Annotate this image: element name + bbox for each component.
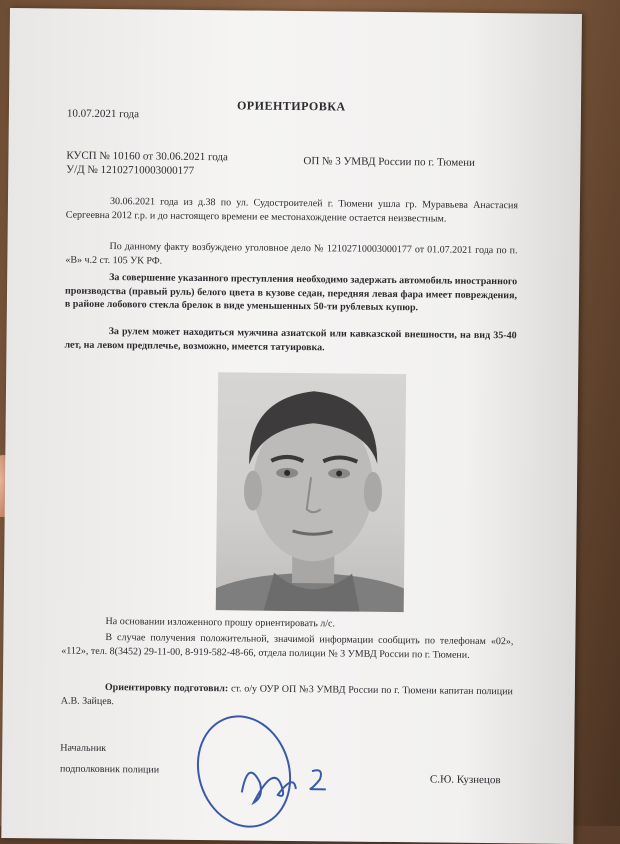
case-number: У/Д № 12102710003000177: [66, 163, 195, 177]
signature: [234, 752, 335, 813]
portrait-drawing: [216, 372, 406, 612]
paragraph-criminal-case: По данному факту возбуждено уголовное дело № 12102710003000177 от 01.07.2021 года по п. «В» ч.2 ст. 105 УК РФ.: [65, 241, 518, 267]
prepared-by-label: Ориентировку подготовил:: [104, 682, 229, 695]
kusp-number: КУСП № 10160 от 30.06.2021 года: [66, 149, 229, 164]
chief-title: Начальник: [60, 742, 107, 755]
prepared-by-text: ст. о/у ОУР ОП №3 УМВД России по г. Тюмени капитан полиции А.В. Зайцев.: [60, 683, 513, 707]
chief-rank: подполковник полиции: [59, 763, 160, 776]
paragraph-vehicle: За совершение указанного преступления необходимо задержать автомобиль иностранного производства (правый руль) белого цвета в кузове седан, передняя левая фара имеет повреждения, в районе лобового стекла брелок в виде уменьшенных 50-ти рублевых купюр.: [64, 272, 518, 314]
document-title: ОРИЕНТИРОВКА: [236, 98, 346, 114]
prepared-by: [61, 681, 513, 713]
paragraph-contacts: В случае получения положительной, значимой информации сообщить по телефонам «02», «112», тел. 8(3452) 29-11-00, 8-919-582-48-66, отдела полиции № 3 УМВД России по г. Тюмени.: [61, 632, 514, 661]
document-sheet: [1, 8, 582, 844]
paragraph-driver: За рулем может находиться мужчина азиатской или кавказской внешности, на вид 35-40 лет, на левом предплечье, возможно, имеется татуировка.: [64, 326, 517, 353]
paragraph-request: На основании изложенного прошу ориентировать л/с.: [105, 616, 336, 630]
suspect-composite-portrait: [216, 372, 406, 612]
chief-name: С.Ю. Кузнецов: [429, 773, 501, 787]
paragraph-disappearance: 30.06.2021 года из д.38 по ул. Судостроителей г. Тюмени ушла гр. Муравьева Анастасия Сергеевна 2012 г.р. и до настоящего времени ее местонахождение остается неизвестным.: [65, 196, 519, 225]
department-name: ОП № 3 УМВД России по г. Тюмени: [303, 155, 476, 169]
document-date: 10.07.2021 года: [66, 107, 140, 121]
